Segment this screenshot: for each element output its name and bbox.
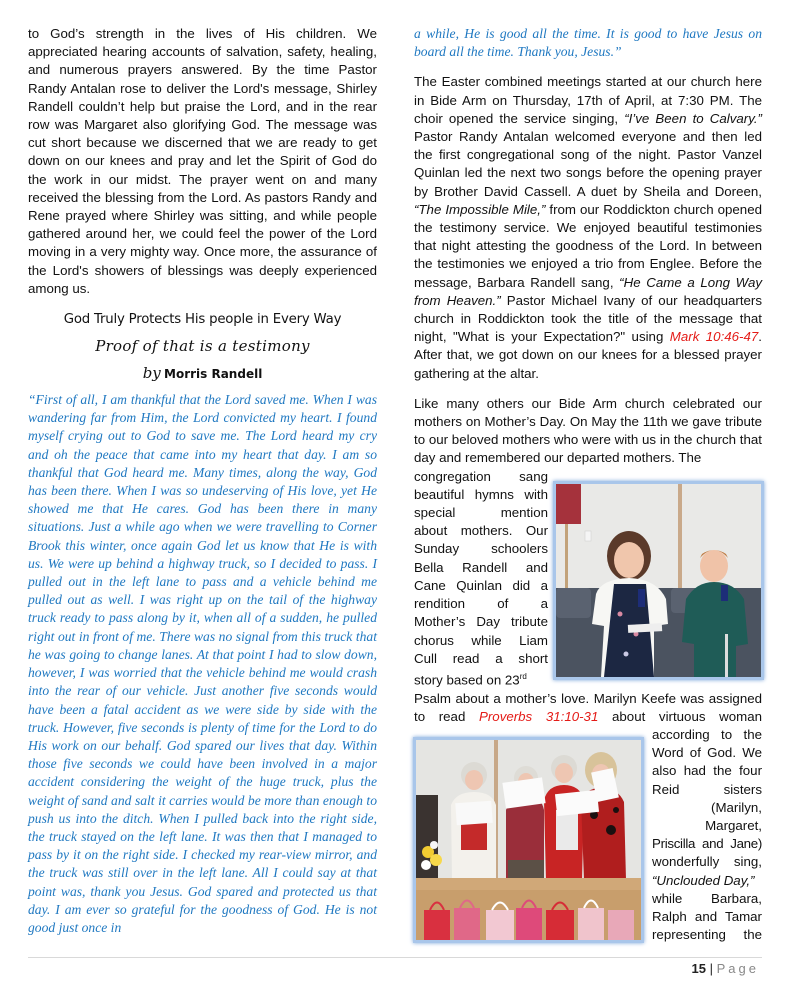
photo-children-image xyxy=(556,484,761,677)
song-title: “He Came a Long Way from Heaven.” xyxy=(414,274,762,308)
easter-paragraph xyxy=(414,73,762,382)
wrap-line: congregation sang xyxy=(414,468,548,484)
full-line-2-post: about virtuous woman xyxy=(598,708,762,724)
page-separator: | xyxy=(709,961,713,976)
song-title: “I’ve Been to Calvary.” xyxy=(624,110,762,126)
wrap-line: Bella Randell and xyxy=(414,559,548,575)
wrap-line: wonderfully sing, xyxy=(652,854,762,870)
byline-author: Morris Randell xyxy=(164,367,263,382)
photo-children-tribute xyxy=(553,481,764,680)
mothers-day-intro: Like many others our Bide Arm church celebrated our mothers on Mother’s Day. On May the 11th we gave tribute to our beloved mothers who were with us in the church that day and remembered our departed mothers. The xyxy=(414,395,762,466)
ordinal-suffix: rd xyxy=(519,671,527,681)
mothers-day-wrap-1 xyxy=(414,468,548,690)
article-subtitle: Proof of that is a testimony xyxy=(95,337,310,356)
easter-text-1: The Easter combined meetings started at our church here in Bide Arm on Thursday, 17th of April, at 7:30 PM. The choir opened the service singing, xyxy=(414,74,762,126)
wrap-line: Sunday schoolers xyxy=(414,541,548,557)
byline xyxy=(28,364,377,382)
wrap-line: Word of God. We xyxy=(652,745,762,761)
wrap-line: Cane Quinlan did a xyxy=(414,577,548,593)
easter-text-2: Pastor Randy Antalan welcomed everyone and then led the first congregational song of the night. Pastor Vanzel Quinlan led the next two songs before the opening prayer by Brother David Cassell. A duet by Sheila and Doreen, xyxy=(414,129,762,199)
easter-text-4: Pastor Michael Ivany of our headquarters church in Roddickton took the title of the message that night, "What is your Expectation?" using xyxy=(414,292,762,345)
wrap-line: while Barbara, xyxy=(652,890,762,906)
easter-text-3: from our Roddickton church opened the testimony service. We enjoyed beautiful testimonies that night attesting the goodness of the Lord. In between the testimonies we enjoyed a trio from Englee. Before the message, Barbara Randell sang, xyxy=(414,201,762,290)
easter-text-5: . After that, we got down on our knees for a blessed prayer gathering at the altar. xyxy=(414,329,762,381)
wrap-line xyxy=(414,668,548,690)
wrap-line: Mother’s Day tribute xyxy=(414,614,548,630)
wrap-line: special mention xyxy=(414,505,548,521)
wrap-line: according to the xyxy=(652,726,762,742)
footer-divider xyxy=(28,957,762,958)
scripture-reference: Mark 10:46-47 xyxy=(669,329,759,345)
testimony-text: “First of all, I am thankful that the Lord saved me. When I was wandering far from Him, the Lord convicted my heart. I found myself crying out to God to save me. The Lord heard my cry and oh the peace that came into my heart that day. I am so thankful that God heard me. Many times, along the way, God has been there. When I was so undeserving of His love, yet He showed me that He cares. God has been there in many situations. Just a while ago when we were travelling to Corner Brook this winter, once again God let us know that He is with us. We were up behind a highway truck, so I decided to pass. I pulled out in the left lane to pass and a vehicle behind me pulled out as well. I was right up on the tail of the highway truck ready to pass along by it, when all of a sudden, he pulled right out in front of me. There was no signal from this truck that he was going to change lanes. At that point I had to slow down, however, I was worried that the vehicle behind me would crash into the rear of our vehicle. Just another five seconds would have been a fatal accident as we were side by side with the truck. However, five seconds is plenty of time for the Lord to do His work on our behalf. God spared our lives that day. Within those five seconds we could have been involved in a major accident considering the weight of the huge truck, plus the weight of sand and salt it carries would be more than enough to push us into the ditch. When I pulled back into the right side, the truck stayed on the left lane. It was then that I managed to pass by it on the right side. I checked my rear-view mirror, and the truck was still over in the left lane. All I could say at that point was, thank you Jesus. God spared and protected us that day. I am ever so grateful for the goodness of God. He is not good just once in xyxy=(28,392,377,935)
wrap-line: Reid sisters xyxy=(652,781,762,797)
full-line-2-pre: to read xyxy=(414,708,479,724)
wrap-line: Priscilla and Jane) xyxy=(652,836,762,852)
wrap-line: rendition of a xyxy=(414,596,548,612)
wrap-line: representing the xyxy=(652,927,762,943)
photo-reid-sisters xyxy=(413,737,644,943)
byline-prefix: by xyxy=(142,364,161,383)
intro-paragraph: to God’s strength in the lives of His children. We appreciated hearing accounts of salvation, safety, healing, and numerous prayers answered. By the time Pastor Randy Antalan rose to deliver the Lord's message, Shirley Randell couldn’t help but praise the Lord, and in the rear row was Margaret also glorifying God. The message was cut short because we discerned that we are ready to get down on our knees and pray and let the Spirit of God do the work in our midst. The prayer went on and many received the blessing from the Lord. As pastors Randy and Rene prayed where Shirley was sitting, and while people gathered around her, we could feel the power of the Lord moving in a very mighty way. Once more, the assurance of the Lord's showers of blessings was deeply experienced among us. xyxy=(28,26,377,296)
song-title: “The Impossible Mile,” xyxy=(414,201,546,217)
page-footer xyxy=(692,961,759,976)
article-title: God Truly Protects His people in Every Way xyxy=(63,312,342,328)
wrap-line: also had the four xyxy=(652,763,762,779)
wrap-line: beautiful hymns with xyxy=(414,486,548,502)
photo-sisters-image xyxy=(416,740,641,940)
full-line-2 xyxy=(414,708,762,726)
page-number: 15 xyxy=(691,961,706,976)
testimony-end: a while, He is good all the time. It is good to have Jesus on board all the time. Thank you, Jesus.” xyxy=(414,26,762,60)
wrap-line: Ralph and Tamar xyxy=(652,908,762,924)
full-line-1: Psalm about a mother’s love. Marilyn Keefe was assigned xyxy=(414,690,762,706)
scripture-reference: Proverbs 31:10-31 xyxy=(479,708,599,724)
wrap-line: chorus while Liam xyxy=(414,632,548,648)
page-label: Page xyxy=(716,961,759,976)
song-title: “Unclouded Day,” xyxy=(652,872,755,888)
wrap-line: about mothers. Our xyxy=(414,523,548,539)
wrap-line: Margaret, xyxy=(705,817,762,833)
left-column xyxy=(28,0,377,937)
mothers-day-wrap-2 xyxy=(652,726,762,944)
wrap-last-text: story based on 23 xyxy=(414,672,520,688)
wrap-line: (Marilyn, xyxy=(711,799,762,815)
wrap-line: Cull read a short xyxy=(414,650,548,666)
